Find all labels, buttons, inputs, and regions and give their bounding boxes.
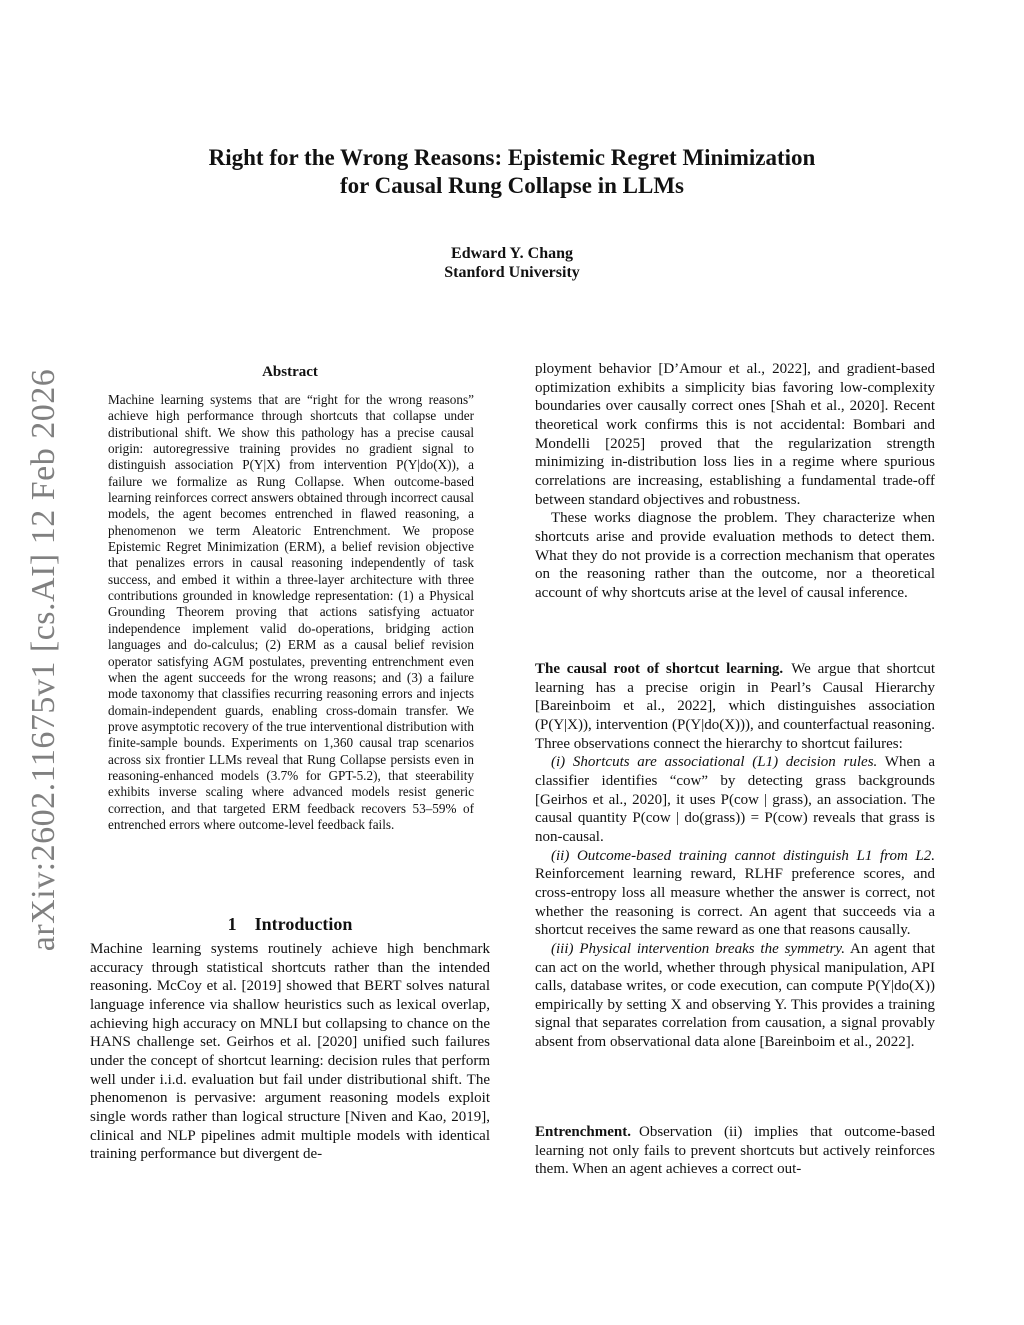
paragraph-causal-root <box>535 660 935 753</box>
author-name: Edward Y. Chang <box>451 245 573 262</box>
observation-2-label: (ii) Outcome-based training cannot distinguish L1 from L2. <box>551 847 935 864</box>
observation-3 <box>535 940 935 1052</box>
author-block <box>0 244 1024 282</box>
observation-2 <box>535 847 935 940</box>
observation-2-body: Reinforcement learning reward, RLHF preference scores, and cross-entropy loss all measure whether the answer is correct, not whether the reasoning is correct. An agent that succeeds via a shortcut receives the same reward as one that reasons causally. <box>535 866 935 939</box>
section-title: Introduction <box>254 914 353 934</box>
paragraph-entrenchment <box>535 1123 935 1179</box>
right-column-entrenchment <box>535 1123 935 1179</box>
entrenchment-heading: Entrenchment. <box>535 1124 631 1140</box>
title-line-2: for Causal Rung Collapse in LLMs <box>339 173 684 198</box>
paragraph-deployment: ployment behavior [D’Amour et al., 2022], and gradient-based optimization exhibits a simplicity bias favoring low-complexity boundaries over causally correct ones [Shah et al., 2020]. Recent theoretical work confirms this is not accidental: Bombari and Mondelli [2025] proved that the regularization strength minimizing in-distribution loss lies in a regime where spurious correlations are increasing, establishing a fundamental trade-off between standard objectives and robustness. <box>535 361 935 508</box>
introduction-paragraph: Machine learning systems routinely achieve high benchmark accuracy through statistical shortcuts rather than the intended reasoning. McCoy et al. [2019] showed that BERT solves natural language inference via shallow heuristics such as lexical overlap, achieving high accuracy on MNLI but collapsing to chance on the HANS challenge set. Geirhos et al. [2020] unified such failures under the concept of shortcut learning: decision rules that perform well under i.i.d. evaluation but fail under distributional shift. The phenomenon is pervasive: argument reasoning models exploit single words rather than logical structure [Niven and Kao, 2019], clinical and NLP pipelines admit multiple models with identical training performance but divergent de- <box>90 941 490 1163</box>
right-column-causal-root <box>535 660 935 1052</box>
observation-1 <box>535 753 935 846</box>
abstract-heading: Abstract <box>262 364 318 380</box>
section-number: 1 <box>227 914 237 934</box>
observation-3-body: An agent that can act on the world, whether through physical manipulation, API calls, database writes, or code execution, can compute P(Y|do(X)) empirically by setting X and observing Y. This provides a training signal that separates correlation from causation, a signal provably absent from observational data alone [Bareinboim et al., 2022]. <box>535 940 935 1051</box>
observation-1-label: (i) Shortcuts are associational (L1) decision rules. <box>551 754 878 771</box>
author-affiliation: Stanford University <box>444 264 580 281</box>
observation-3-label: (iii) Physical intervention breaks the symmetry. <box>551 940 845 957</box>
observation-1-body: When a classifier identifies “cow” by detecting grass backgrounds [Geirhos et al., 2020], it uses P(cow | grass), an association. The causal quantity P(cow | do(grass)) = P(cow) reveals that grass is non-causal. <box>535 754 935 845</box>
paper-title <box>0 144 1024 200</box>
arxiv-identifier: arXiv:2602.11675v1 [cs.AI] 12 Feb 2026 <box>25 368 62 952</box>
right-column-top <box>535 360 935 603</box>
title-line-1: Right for the Wrong Reasons: Epistemic Regret Minimization <box>208 145 816 170</box>
paragraph-diagnosis: These works diagnose the problem. They characterize when shortcuts arise and provide evaluation methods to detect them. What they do not provide is a correction mechanism that operates on the reasoning rather than the outcome, nor a theoretical account of why shortcuts arise at the level of causal inference. <box>535 510 935 601</box>
causal-root-heading: The causal root of shortcut learning. <box>535 661 784 677</box>
section-heading-introduction <box>90 914 490 935</box>
entrenchment-body: Observation (ii) implies that outcome-based learning not only fails to prevent shortcuts but actively reinforces them. When an agent achieves a correct out- <box>535 1124 935 1178</box>
abstract-body: Machine learning systems that are “right for the wrong reasons” achieve high performance through shortcuts that collapse under distributional shift. We show this pathology has a precise causal origin: autoregressive training provides no gradient signal to distinguish association P(Y|X) from intervention P(Y|do(X)), a failure we formalize as Rung Collapse. When outcome-based learning reinforces correct answers obtained through incorrect causal models, the agent becomes entrenched in flawed reasoning, a phenomenon we term Aleatoric Entrenchment. We propose Epistemic Regret Minimization (ERM), a belief revision objective that penalizes errors in causal reasoning independently of task success, and embed it within a three-layer architecture with three contributions grounded in knowledge representation: (1) a Physical Grounding Theorem proving that actions satisfying actuator independence implement valid do-operations, bridging action languages and do-calculus; (2) ERM as a causal belief revision operator satisfying AGM postulates, preventing entrenchment even when the agent succeeds for the wrong reasons; and (3) a failure mode taxonomy that classifies recurring reasoning errors and injects domain-independent guards, enabling cross-domain transfer. We prove asymptotic recovery of the true interventional distribution with finite-sample bounds. Experiments on 1,360 causal trap scenarios across six frontier LLMs reveal that Rung Collapse persists even in reasoning-enhanced models (3.7% for GPT-5.2), that steerability exhibits inverse scaling where advanced models resist generic correction, and that targeted ERM feedback recovers 53–59% of entrenched errors where outcome-level feedback fails. <box>108 392 474 832</box>
causal-root-body: We argue that shortcut learning has a precise origin in Pearl’s Causal Hierarchy [Bareinboim et al., 2022], which distinguishes association (P(Y|X)), intervention (P(Y|do(X))), and counterfactual reasoning. Three observations connect the hierarchy to shortcut failures: <box>535 661 935 752</box>
